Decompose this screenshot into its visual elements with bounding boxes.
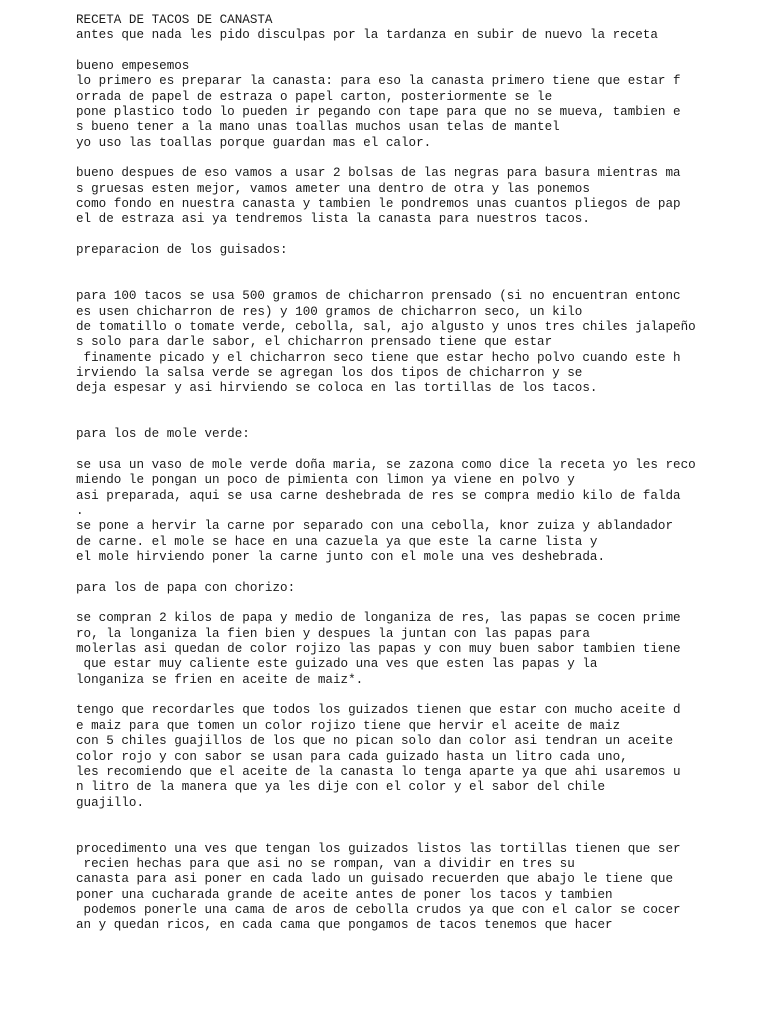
text-line: guajillo.: [76, 795, 145, 810]
text-line: lo primero es preparar la canasta: para eso la canasta primero tiene que estar f: [76, 74, 681, 89]
blank-line: [76, 44, 756, 59]
text-line: el mole hirviendo poner la carne junto con el mole una ves deshebrada.: [76, 550, 606, 565]
blank-line: [76, 397, 756, 412]
text-line: se compran 2 kilos de papa y medio de longaniza de res, las papas se cocen prime: [76, 611, 681, 626]
blank-line: [76, 688, 756, 703]
text-line: s gruesas esten mejor, vamos ameter una dentro de otra y las ponemos: [76, 181, 590, 196]
text-line: de tomatillo o tomate verde, cebolla, sal, ajo algusto y unos tres chiles jalapeño: [76, 319, 696, 334]
text-line: procedimento una ves que tengan los guizados listos las tortillas tienen que ser: [76, 841, 681, 856]
text-line: deja espesar y asi hirviendo se coloca en las tortillas de los tacos.: [76, 381, 598, 396]
text-line: yo uso las toallas porque guardan mas el calor.: [76, 135, 432, 150]
text-line: color rojo y con sabor se usan para cada guizado hasta un litro cada uno,: [76, 749, 628, 764]
text-line: finamente picado y el chicharron seco tiene que estar hecho polvo cuando este h: [76, 350, 681, 365]
text-line: s solo para darle sabor, el chicharron prensado tiene que estar: [76, 335, 553, 350]
text-line: para los de papa con chorizo:: [76, 580, 296, 595]
text-line: con 5 chiles guajillos de los que no pican solo dan color asi tendran un aceite: [76, 734, 674, 749]
text-line: s bueno tener a la mano unas toallas muchos usan telas de mantel: [76, 120, 560, 135]
blank-line: [76, 151, 756, 166]
text-line: miendo le pongan un poco de pimienta con limon ya viene en polvo y: [76, 473, 575, 488]
text-line: se pone a hervir la carne por separado con una cebolla, knor zuiza y ablandador: [76, 519, 674, 534]
text-line: longaniza se frien en aceite de maiz*.: [76, 672, 364, 687]
text-line: irviendo la salsa verde se agregan los dos tipos de chicharron y se: [76, 365, 583, 380]
document-title: RECETA DE TACOS DE CANASTA: [76, 13, 273, 27]
text-line: pone plastico todo lo pueden ir pegando con tape para que no se mueva, tambien e: [76, 105, 681, 120]
text-line: e maiz para que tomen un color rojizo tiene que hervir el aceite de maiz: [76, 718, 621, 733]
text-line: tengo que recordarles que todos los guizados tienen que estar con mucho aceite d: [76, 703, 681, 718]
text-line: bueno empesemos: [76, 59, 190, 74]
text-line: orrada de papel de estraza o papel carton, posteriormente se le: [76, 89, 553, 104]
blank-line: [76, 228, 756, 243]
blank-line: [76, 259, 756, 274]
text-line: para los de mole verde:: [76, 427, 250, 442]
blank-line: [76, 811, 756, 826]
text-line: como fondo en nuestra canasta y tambien le pondremos unas cuantos pliegos de pap: [76, 197, 681, 212]
text-line: bueno despues de eso vamos a usar 2 bolsas de las negras para basura mientras ma: [76, 166, 681, 181]
document-page: [76, 13, 756, 934]
text-line: el de estraza asi ya tendremos lista la canasta para nuestros tacos.: [76, 212, 590, 227]
text-line: recien hechas para que asi no se rompan, van a dividir en tres su: [76, 856, 575, 871]
text-line: se usa un vaso de mole verde doña maria, se zazona como dice la receta yo les reco: [76, 457, 696, 472]
text-line: antes que nada les pido disculpas por la tardanza en subir de nuevo la receta: [76, 28, 658, 43]
text-line: para 100 tacos se usa 500 gramos de chicharron prensado (si no encuentran entonc: [76, 289, 681, 304]
text-line: an y quedan ricos, en cada cama que pongamos de tacos tenemos que hacer: [76, 918, 613, 933]
blank-line: [76, 826, 756, 841]
text-line: les recomiendo que el aceite de la canasta lo tenga aparte ya que ahi usaremos u: [76, 764, 681, 779]
blank-line: [76, 443, 756, 458]
text-line: de carne. el mole se hace en una cazuela ya que este la carne lista y: [76, 534, 598, 549]
text-line: molerlas asi quedan de color rojizo las papas y con muy buen sabor tambien tiene: [76, 642, 681, 657]
text-line: que estar muy caliente este guizado una ves que esten las papas y la: [76, 657, 598, 672]
blank-line: [76, 596, 756, 611]
text-line: es usen chicharron de res) y 100 gramos de chicharron seco, un kilo: [76, 304, 583, 319]
text-line: ro, la longaniza la fien bien y despues la juntan con las papas para: [76, 626, 590, 641]
text-line: poner una cucharada grande de aceite antes de poner los tacos y tambien: [76, 887, 613, 902]
text-line: preparacion de los guisados:: [76, 243, 288, 258]
blank-line: [76, 565, 756, 580]
blank-line: [76, 412, 756, 427]
text-line: podemos ponerle una cama de aros de cebolla crudos ya que con el calor se cocer: [76, 902, 681, 917]
text-line: canasta para asi poner en cada lado un guisado recuerden que abajo le tiene que: [76, 872, 674, 887]
text-line: n litro de la manera que ya les dije con el color y el sabor del chile: [76, 780, 606, 795]
text-line: asi preparada, aqui se usa carne deshebrada de res se compra medio kilo de falda: [76, 488, 681, 503]
blank-line: [76, 274, 756, 289]
text-line: .: [76, 504, 84, 518]
